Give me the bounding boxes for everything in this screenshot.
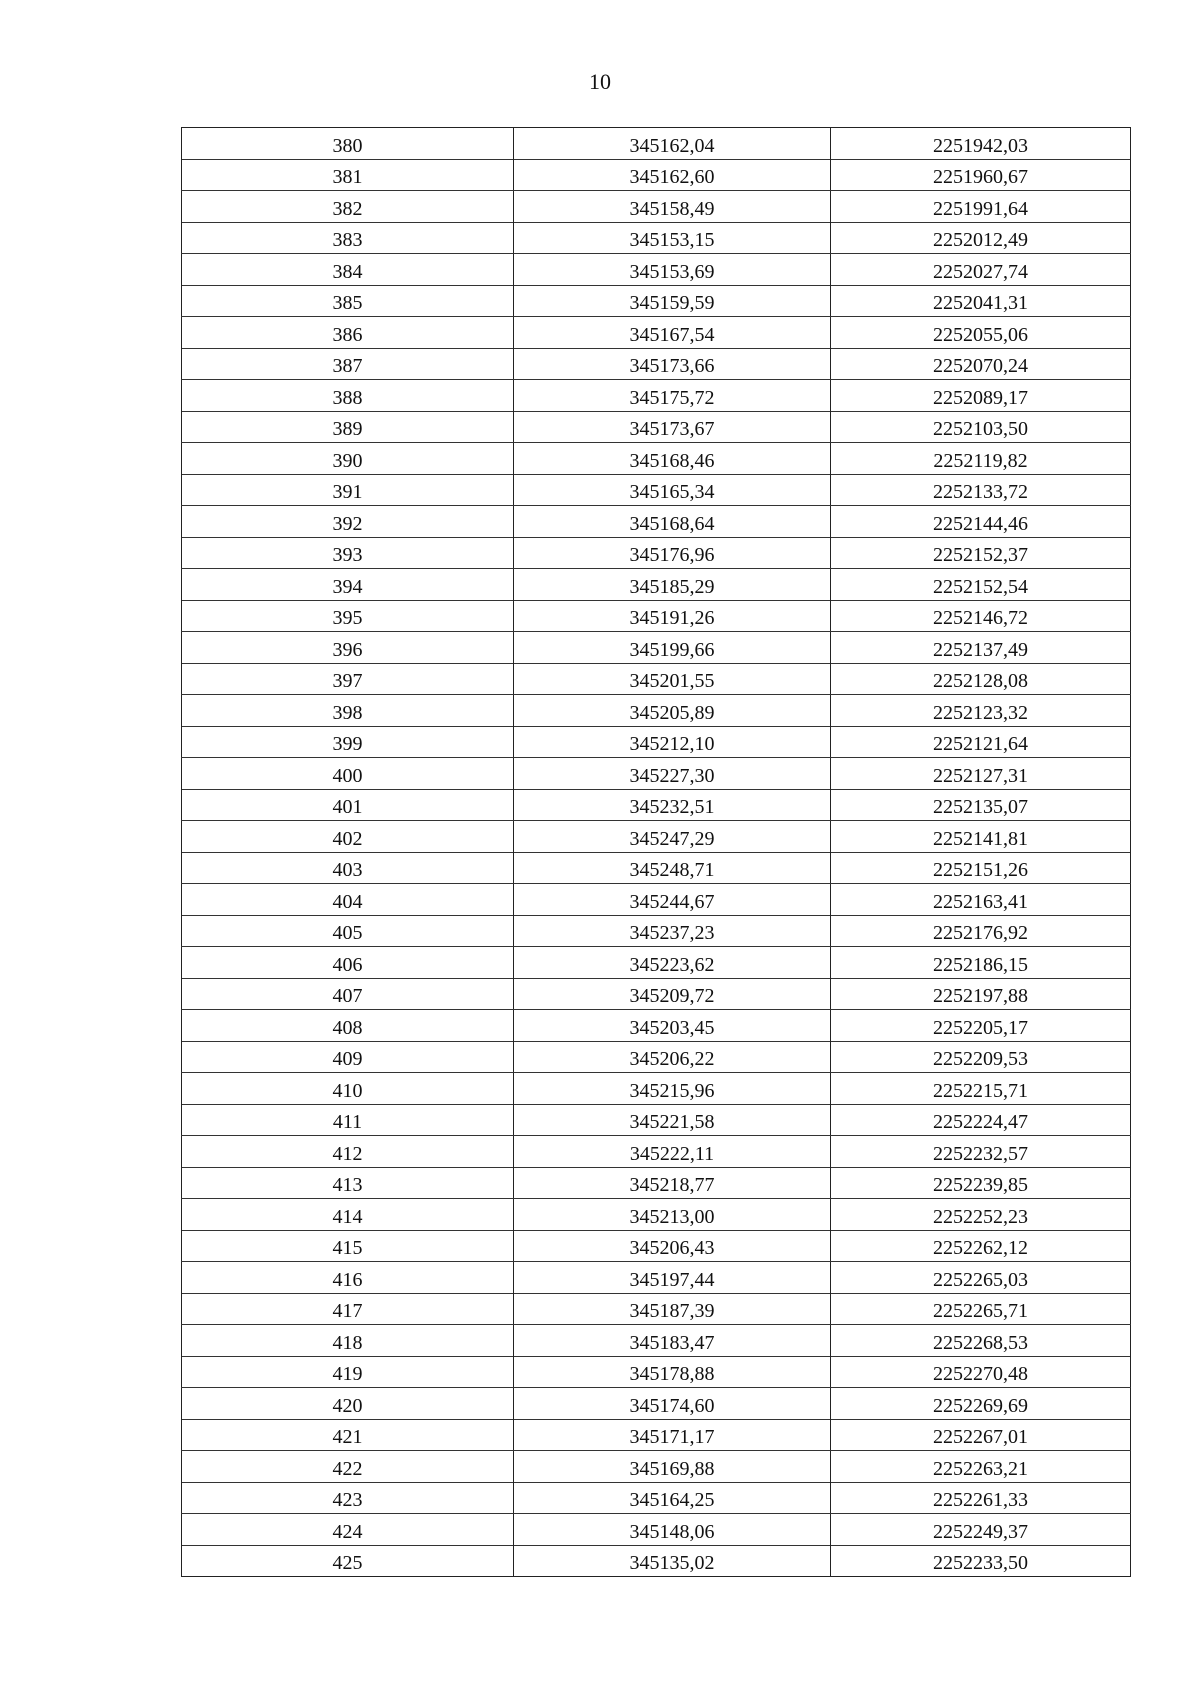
y-coordinate-cell: 2252261,33 (831, 1482, 1131, 1514)
point-number-cell: 417 (182, 1293, 514, 1325)
y-coordinate-cell: 2252263,21 (831, 1451, 1131, 1483)
x-coordinate-cell: 345171,17 (514, 1419, 831, 1451)
table-row (182, 1293, 1131, 1325)
x-coordinate-cell: 345247,29 (514, 821, 831, 853)
y-coordinate-cell: 2252265,03 (831, 1262, 1131, 1294)
point-number-cell: 414 (182, 1199, 514, 1231)
table-row (182, 600, 1131, 632)
y-coordinate-cell: 2252239,85 (831, 1167, 1131, 1199)
table-row (182, 254, 1131, 286)
table-row (182, 569, 1131, 601)
table-row (182, 1514, 1131, 1546)
table-row (182, 128, 1131, 160)
x-coordinate-cell: 345201,55 (514, 663, 831, 695)
y-coordinate-cell: 2252270,48 (831, 1356, 1131, 1388)
y-coordinate-cell: 2252055,06 (831, 317, 1131, 349)
point-number-cell: 388 (182, 380, 514, 412)
y-coordinate-cell: 2252137,49 (831, 632, 1131, 664)
point-number-cell: 423 (182, 1482, 514, 1514)
point-number-cell: 383 (182, 222, 514, 254)
point-number-cell: 393 (182, 537, 514, 569)
x-coordinate-cell: 345168,46 (514, 443, 831, 475)
y-coordinate-cell: 2252152,54 (831, 569, 1131, 601)
table-row (182, 380, 1131, 412)
x-coordinate-cell: 345244,67 (514, 884, 831, 916)
x-coordinate-cell: 345135,02 (514, 1545, 831, 1577)
x-coordinate-cell: 345199,66 (514, 632, 831, 664)
y-coordinate-cell: 2252209,53 (831, 1041, 1131, 1073)
table-row (182, 474, 1131, 506)
table-row (182, 1262, 1131, 1294)
y-coordinate-cell: 2252121,64 (831, 726, 1131, 758)
table-row (182, 348, 1131, 380)
table-row (182, 1136, 1131, 1168)
table-row (182, 537, 1131, 569)
page-number: 10 (589, 69, 611, 94)
x-coordinate-cell: 345213,00 (514, 1199, 831, 1231)
point-number-cell: 396 (182, 632, 514, 664)
table-row (182, 789, 1131, 821)
x-coordinate-cell: 345215,96 (514, 1073, 831, 1105)
y-coordinate-cell: 2252012,49 (831, 222, 1131, 254)
point-number-cell: 384 (182, 254, 514, 286)
x-coordinate-cell: 345168,64 (514, 506, 831, 538)
x-coordinate-cell: 345176,96 (514, 537, 831, 569)
y-coordinate-cell: 2252186,15 (831, 947, 1131, 979)
table-row (182, 506, 1131, 538)
table-row (182, 1482, 1131, 1514)
point-number-cell: 418 (182, 1325, 514, 1357)
y-coordinate-cell: 2252265,71 (831, 1293, 1131, 1325)
table-row (182, 411, 1131, 443)
point-number-cell: 387 (182, 348, 514, 380)
y-coordinate-cell: 2252141,81 (831, 821, 1131, 853)
x-coordinate-cell: 345218,77 (514, 1167, 831, 1199)
y-coordinate-cell: 2251942,03 (831, 128, 1131, 160)
x-coordinate-cell: 345175,72 (514, 380, 831, 412)
point-number-cell: 397 (182, 663, 514, 695)
x-coordinate-cell: 345221,58 (514, 1104, 831, 1136)
table-row (182, 1073, 1131, 1105)
table-row (182, 1167, 1131, 1199)
table-row (182, 726, 1131, 758)
x-coordinate-cell: 345167,54 (514, 317, 831, 349)
point-number-cell: 420 (182, 1388, 514, 1420)
table-row (182, 1545, 1131, 1577)
table-row (182, 1010, 1131, 1042)
table-row (182, 758, 1131, 790)
point-number-cell: 425 (182, 1545, 514, 1577)
y-coordinate-cell: 2252146,72 (831, 600, 1131, 632)
point-number-cell: 421 (182, 1419, 514, 1451)
y-coordinate-cell: 2252163,41 (831, 884, 1131, 916)
point-number-cell: 412 (182, 1136, 514, 1168)
y-coordinate-cell: 2252089,17 (831, 380, 1131, 412)
x-coordinate-cell: 345173,66 (514, 348, 831, 380)
point-number-cell: 402 (182, 821, 514, 853)
x-coordinate-cell: 345203,45 (514, 1010, 831, 1042)
point-number-cell: 419 (182, 1356, 514, 1388)
table-row (182, 663, 1131, 695)
x-coordinate-cell: 345248,71 (514, 852, 831, 884)
x-coordinate-cell: 345148,06 (514, 1514, 831, 1546)
point-number-cell: 422 (182, 1451, 514, 1483)
point-number-cell: 409 (182, 1041, 514, 1073)
x-coordinate-cell: 345197,44 (514, 1262, 831, 1294)
x-coordinate-cell: 345232,51 (514, 789, 831, 821)
table-row (182, 222, 1131, 254)
y-coordinate-cell: 2252133,72 (831, 474, 1131, 506)
x-coordinate-cell: 345205,89 (514, 695, 831, 727)
x-coordinate-cell: 345185,29 (514, 569, 831, 601)
table-row (182, 1451, 1131, 1483)
y-coordinate-cell: 2252224,47 (831, 1104, 1131, 1136)
y-coordinate-cell: 2252123,32 (831, 695, 1131, 727)
table-row (182, 915, 1131, 947)
table-row (182, 947, 1131, 979)
x-coordinate-cell: 345209,72 (514, 978, 831, 1010)
x-coordinate-cell: 345191,26 (514, 600, 831, 632)
y-coordinate-cell: 2252151,26 (831, 852, 1131, 884)
x-coordinate-cell: 345237,23 (514, 915, 831, 947)
point-number-cell: 382 (182, 191, 514, 223)
point-number-cell: 411 (182, 1104, 514, 1136)
x-coordinate-cell: 345183,47 (514, 1325, 831, 1357)
x-coordinate-cell: 345162,60 (514, 159, 831, 191)
table-row (182, 191, 1131, 223)
coordinates-table-body (182, 128, 1131, 1577)
x-coordinate-cell: 345153,69 (514, 254, 831, 286)
table-row (182, 1388, 1131, 1420)
y-coordinate-cell: 2252267,01 (831, 1419, 1131, 1451)
x-coordinate-cell: 345158,49 (514, 191, 831, 223)
table-row (182, 159, 1131, 191)
y-coordinate-cell: 2252232,57 (831, 1136, 1131, 1168)
point-number-cell: 408 (182, 1010, 514, 1042)
point-number-cell: 389 (182, 411, 514, 443)
y-coordinate-cell: 2252197,88 (831, 978, 1131, 1010)
point-number-cell: 392 (182, 506, 514, 538)
y-coordinate-cell: 2252027,74 (831, 254, 1131, 286)
y-coordinate-cell: 2251960,67 (831, 159, 1131, 191)
x-coordinate-cell: 345223,62 (514, 947, 831, 979)
table-row (182, 1419, 1131, 1451)
point-number-cell: 399 (182, 726, 514, 758)
x-coordinate-cell: 345159,59 (514, 285, 831, 317)
table-row (182, 285, 1131, 317)
x-coordinate-cell: 345227,30 (514, 758, 831, 790)
x-coordinate-cell: 345187,39 (514, 1293, 831, 1325)
y-coordinate-cell: 2252135,07 (831, 789, 1131, 821)
table-row (182, 821, 1131, 853)
table-row (182, 978, 1131, 1010)
y-coordinate-cell: 2252119,82 (831, 443, 1131, 475)
x-coordinate-cell: 345174,60 (514, 1388, 831, 1420)
x-coordinate-cell: 345165,34 (514, 474, 831, 506)
y-coordinate-cell: 2251991,64 (831, 191, 1131, 223)
table-row (182, 1230, 1131, 1262)
point-number-cell: 405 (182, 915, 514, 947)
y-coordinate-cell: 2252269,69 (831, 1388, 1131, 1420)
y-coordinate-cell: 2252103,50 (831, 411, 1131, 443)
x-coordinate-cell: 345206,43 (514, 1230, 831, 1262)
y-coordinate-cell: 2252249,37 (831, 1514, 1131, 1546)
point-number-cell: 406 (182, 947, 514, 979)
x-coordinate-cell: 345178,88 (514, 1356, 831, 1388)
point-number-cell: 381 (182, 159, 514, 191)
point-number-cell: 403 (182, 852, 514, 884)
point-number-cell: 415 (182, 1230, 514, 1262)
y-coordinate-cell: 2252128,08 (831, 663, 1131, 695)
point-number-cell: 385 (182, 285, 514, 317)
point-number-cell: 386 (182, 317, 514, 349)
point-number-cell: 380 (182, 128, 514, 160)
point-number-cell: 391 (182, 474, 514, 506)
point-number-cell: 395 (182, 600, 514, 632)
coordinates-table (181, 127, 1131, 1577)
x-coordinate-cell: 345173,67 (514, 411, 831, 443)
point-number-cell: 404 (182, 884, 514, 916)
y-coordinate-cell: 2252215,71 (831, 1073, 1131, 1105)
x-coordinate-cell: 345212,10 (514, 726, 831, 758)
y-coordinate-cell: 2252176,92 (831, 915, 1131, 947)
y-coordinate-cell: 2252205,17 (831, 1010, 1131, 1042)
point-number-cell: 416 (182, 1262, 514, 1294)
x-coordinate-cell: 345153,15 (514, 222, 831, 254)
table-row (182, 317, 1131, 349)
point-number-cell: 400 (182, 758, 514, 790)
point-number-cell: 390 (182, 443, 514, 475)
table-row (182, 884, 1131, 916)
x-coordinate-cell: 345222,11 (514, 1136, 831, 1168)
point-number-cell: 398 (182, 695, 514, 727)
table-row (182, 852, 1131, 884)
y-coordinate-cell: 2252041,31 (831, 285, 1131, 317)
point-number-cell: 424 (182, 1514, 514, 1546)
table-row (182, 632, 1131, 664)
table-row (182, 1199, 1131, 1231)
table-row (182, 1325, 1131, 1357)
y-coordinate-cell: 2252262,12 (831, 1230, 1131, 1262)
x-coordinate-cell: 345206,22 (514, 1041, 831, 1073)
y-coordinate-cell: 2252127,31 (831, 758, 1131, 790)
table-row (182, 1104, 1131, 1136)
point-number-cell: 410 (182, 1073, 514, 1105)
table-row (182, 1041, 1131, 1073)
table-row (182, 443, 1131, 475)
y-coordinate-cell: 2252268,53 (831, 1325, 1131, 1357)
table-row (182, 695, 1131, 727)
point-number-cell: 413 (182, 1167, 514, 1199)
x-coordinate-cell: 345164,25 (514, 1482, 831, 1514)
y-coordinate-cell: 2252233,50 (831, 1545, 1131, 1577)
y-coordinate-cell: 2252144,46 (831, 506, 1131, 538)
x-coordinate-cell: 345162,04 (514, 128, 831, 160)
y-coordinate-cell: 2252070,24 (831, 348, 1131, 380)
point-number-cell: 394 (182, 569, 514, 601)
y-coordinate-cell: 2252252,23 (831, 1199, 1131, 1231)
table-row (182, 1356, 1131, 1388)
y-coordinate-cell: 2252152,37 (831, 537, 1131, 569)
point-number-cell: 401 (182, 789, 514, 821)
x-coordinate-cell: 345169,88 (514, 1451, 831, 1483)
point-number-cell: 407 (182, 978, 514, 1010)
